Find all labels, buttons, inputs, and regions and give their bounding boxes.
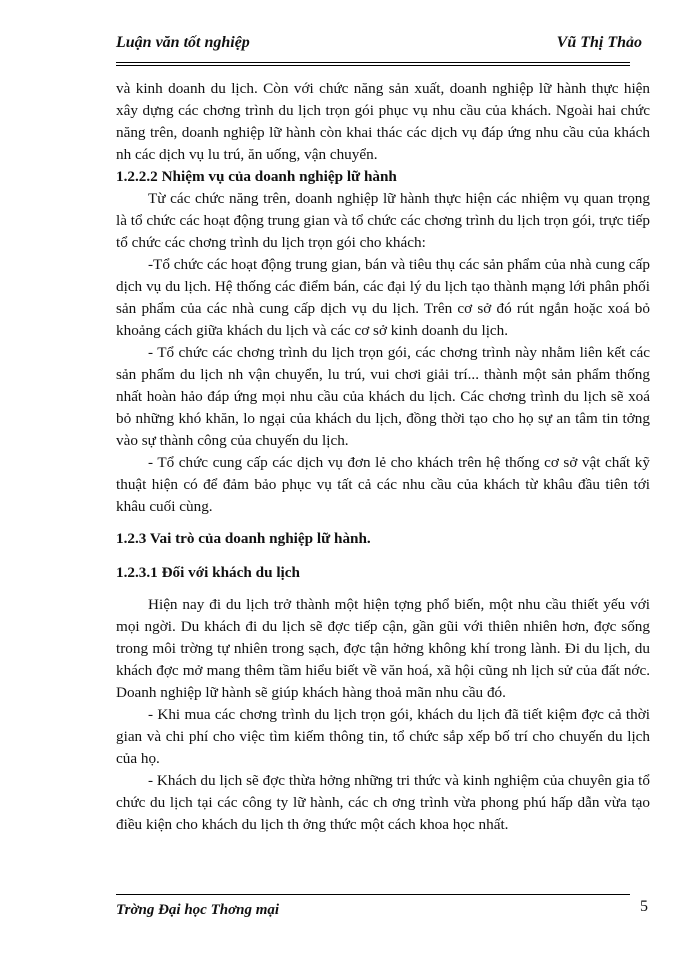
heading-nhiem-vu: 1.2.2.2 Nhiệm vụ của doanh nghiệp lữ hành — [116, 168, 397, 185]
footer-institution: Trờng Đại học Thơng mại — [116, 902, 280, 918]
header-rule-bottom — [116, 65, 630, 66]
paragraph-chuong-trinh-tron-goi: - Tổ chức các chơng trình du lịch trọn gói, các chơng trình này nhằm liên kết các sản phẩm du lịch nh vận chuyển, lu trú, vui chơi giải trí... thành một sản phẩm thống nhất hoàn hảo đáp ứng mọi nhu cầu của khách du lịch. Các chơng trình du lịch sẽ xoá bỏ những khó khăn, lo ngại của khách du lịch, đồng thời tạo cho họ sự an tâm tin tởng vào sự thành công của chuyến du lịch. — [116, 344, 650, 449]
paragraph-tri-thuc: - Khách du lịch sẽ đợc thừa hởng những tri thức và kinh nghiệm của chuyên gia tổ chức du lịch tại các công ty lữ hành, các ch ơng trình vừa phong phú hấp dẫn vừa tạo điều kiện cho khách du lịch th ởng thức một cách khoa học nhất. — [116, 772, 650, 833]
page-body — [116, 78, 650, 836]
page-number: 5 — [640, 898, 648, 915]
paragraph-nhiem-vu-intro: Từ các chức năng trên, doanh nghiệp lữ hành thực hiện các nhiệm vụ quan trọng là tổ chức các hoạt động trung gian và tổ chức các chơng trình du lịch trọn gói, trực tiếp tổ chức các chơng trình du lịch trọn gói cho khách: — [116, 190, 650, 251]
header-author: Vũ Thị Thảo — [556, 34, 642, 51]
paragraph-hien-nay: Hiện nay đi du lịch trở thành một hiện tợng phổ biến, một nhu cầu thiết yếu với mọi ngời. Du khách đi du lịch sẽ đợc tiếp cận, gần gũi với thiên nhiên hơn, đợc sống trong môi trờng tự nhiên trong sạch, đợc tận hởng không khí trong lành. Đi du lịch, du khách đợc mở mang thêm tầm hiểu biết về văn hoá, xã hội cũng nh lịch sử của đất nớc. Doanh nghiệp lữ hành sẽ giúp khách hàng thoả mãn nhu cầu đó. — [116, 596, 650, 701]
paragraph-tiet-kiem: - Khi mua các chơng trình du lịch trọn gói, khách du lịch đã tiết kiệm đợc cả thời gian và chi phí cho việc tìm kiếm thông tin, tổ chức sắp xếp bố trí cho chuyến du lịch của họ. — [116, 706, 650, 767]
header-title: Luận văn tốt nghiệp — [116, 34, 250, 51]
footer-rule — [116, 894, 630, 895]
heading-vai-tro: 1.2.3 Vai trò của doanh nghiệp lữ hành. — [116, 530, 371, 547]
paragraph-continuation: và kinh doanh du lịch. Còn với chức năng sản xuất, doanh nghiệp lữ hành thực hiện xây dựng các chơng trình du lịch trọn gói phục vụ nhu cầu của khách. Ngoài hai chức năng trên, doanh nghiệp lữ hành còn khai thác các dịch vụ đáp ứng nhu cầu của khách nh các dịch vụ lu trú, ăn uống, vận chuyển. — [116, 80, 650, 163]
heading-doi-voi-khach: 1.2.3.1 Đối với khách du lịch — [116, 564, 300, 581]
paragraph-hoat-dong-trung-gian: -Tổ chức các hoạt động trung gian, bán và tiêu thụ các sản phẩm của nhà cung cấp dịch vụ du lịch. Hệ thống các điểm bán, các đại lý du lịch tạo thành mạng lới phân phối sản phẩm của các nhà cung cấp dịch vụ du lịch. Trên cơ sở đó rút ngắn hoặc xoá bỏ khoảng cách giữa khách du lịch và các cơ sở kinh doanh du lịch. — [116, 256, 650, 339]
paragraph-dich-vu-don-le: - Tổ chức cung cấp các dịch vụ đơn lẻ cho khách trên hệ thống cơ sở vật chất kỹ thuật hiện có để đảm bảo phục vụ tất cả các nhu cầu của khách từ khâu đầu tiên tới khâu cuối cùng. — [116, 454, 650, 515]
header-rule-top — [116, 62, 630, 63]
